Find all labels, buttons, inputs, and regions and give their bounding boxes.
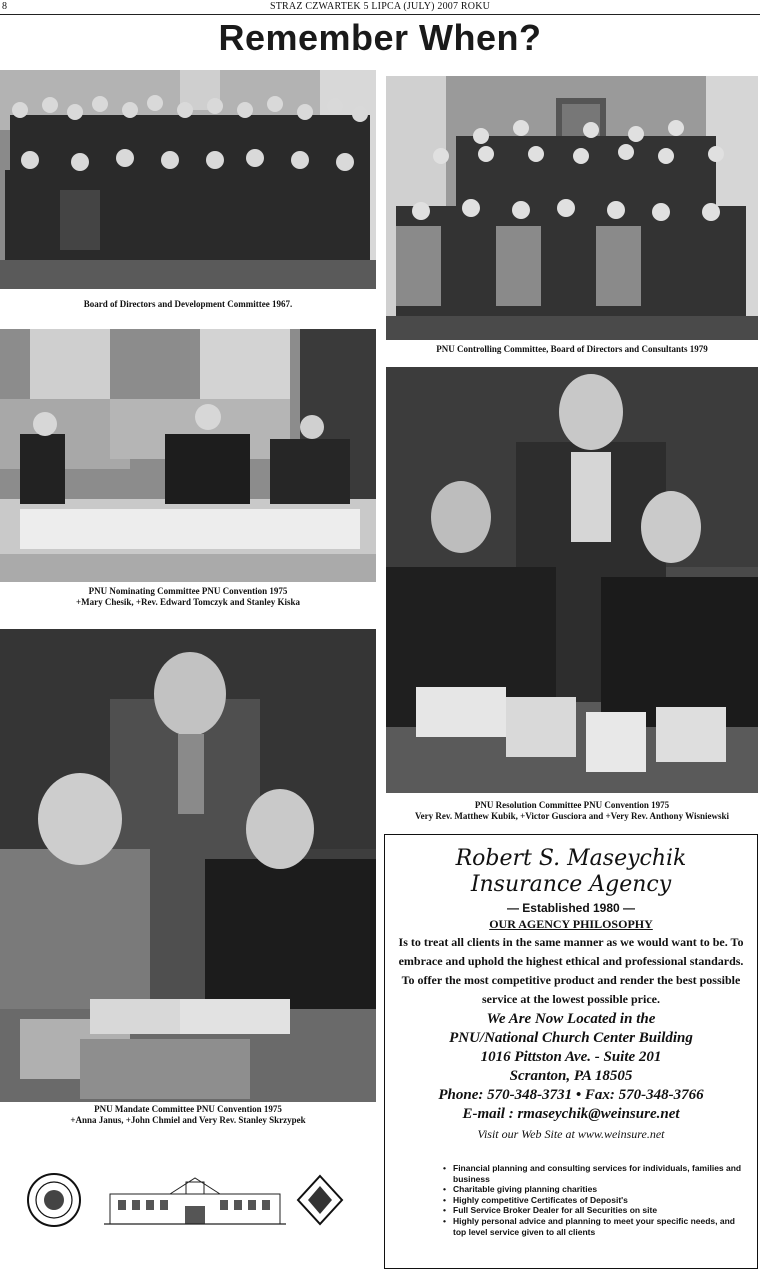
photo-board-1967 — [0, 70, 376, 289]
page-title: Remember When? — [218, 17, 542, 58]
building-illustration — [104, 1178, 286, 1224]
page-number: 8 — [2, 1, 7, 12]
ad-agency-name-line2: Insurance Agency — [470, 872, 672, 897]
ad-location-line: We Are Now Located in the — [486, 1011, 656, 1027]
list-item: • Charitable giving planning charities — [443, 1184, 743, 1195]
photo-resolution-committee-1975 — [386, 367, 758, 793]
list-item: • Highly personal advice and planning to meet your specific needs, and top level service given to all clients — [443, 1216, 743, 1237]
ad-philosophy-heading: OUR AGENCY PHILOSOPHY — [489, 917, 653, 931]
photo-mandate-committee-1975 — [0, 629, 376, 1102]
ad-email: E-mail : rmaseychik@weinsure.net — [462, 1106, 680, 1122]
ad-location-line: PNU/National Church Center Building — [449, 1030, 693, 1046]
seal-logo — [28, 1174, 80, 1226]
caption-resolution-committee-1975: PNU Resolution Committee PNU Convention 1975 Very Rev. Matthew Kubik, +Victor Gusciora and +Very Rev. Anthony Wisniewski — [414, 800, 730, 821]
ad-established: — Established 1980 — — [506, 901, 636, 915]
list-item: • Highly competitive Certificates of Deposit's — [443, 1195, 743, 1206]
caption-board-1967: Board of Directors and Development Committee 1967. — [83, 299, 293, 309]
photo-nominating-committee-1975 — [0, 329, 376, 582]
caption-controlling-committee-1979: PNU Controlling Committee, Board of Directors and Consultants 1979 — [436, 344, 708, 354]
ad-address-street: 1016 Pittston Ave. - Suite 201 — [480, 1049, 662, 1065]
caption-mandate-committee-1975: PNU Mandate Committee PNU Convention 1975 +Anna Janus, +John Chmiel and Very Rev. Stanley Skrzypek — [70, 1104, 306, 1125]
ad-philosophy-text: Is to treat all clients in the same manner as we would want to be. To embrace and uphold the highest ethical and professional standards. To offer the most competitive product and render the best possible service at the lowest possible price. — [398, 935, 744, 1006]
photo-controlling-committee-1979 — [386, 76, 758, 340]
list-item: • Financial planning and consulting services for individuals, families and business — [443, 1163, 743, 1184]
running-head: STRAZ CZWARTEK 5 LIPCA (JULY) 2007 ROKU — [269, 1, 491, 12]
ad-services-list — [443, 1163, 743, 1237]
header-rule — [0, 14, 760, 15]
caption-nominating-committee-1975: PNU Nominating Committee PNU Convention 1975 +Mary Chesik, +Rev. Edward Tomczyk and Stanley Kiska — [75, 586, 301, 607]
ad-address-city: Scranton, PA 18505 — [509, 1068, 633, 1084]
list-item: • Full Service Broker Dealer for all Securities on site — [443, 1205, 743, 1216]
ad-website: Visit our Web Site at www.weinsure.net — [477, 1127, 665, 1141]
insurance-agency-ad — [384, 834, 758, 1269]
ad-phone-fax: Phone: 570-348-3731 • Fax: 570-348-3766 — [438, 1087, 704, 1103]
logos-row — [20, 1168, 360, 1232]
ad-agency-name: Robert S. Maseychik — [455, 846, 687, 871]
diamond-logo — [298, 1176, 342, 1224]
